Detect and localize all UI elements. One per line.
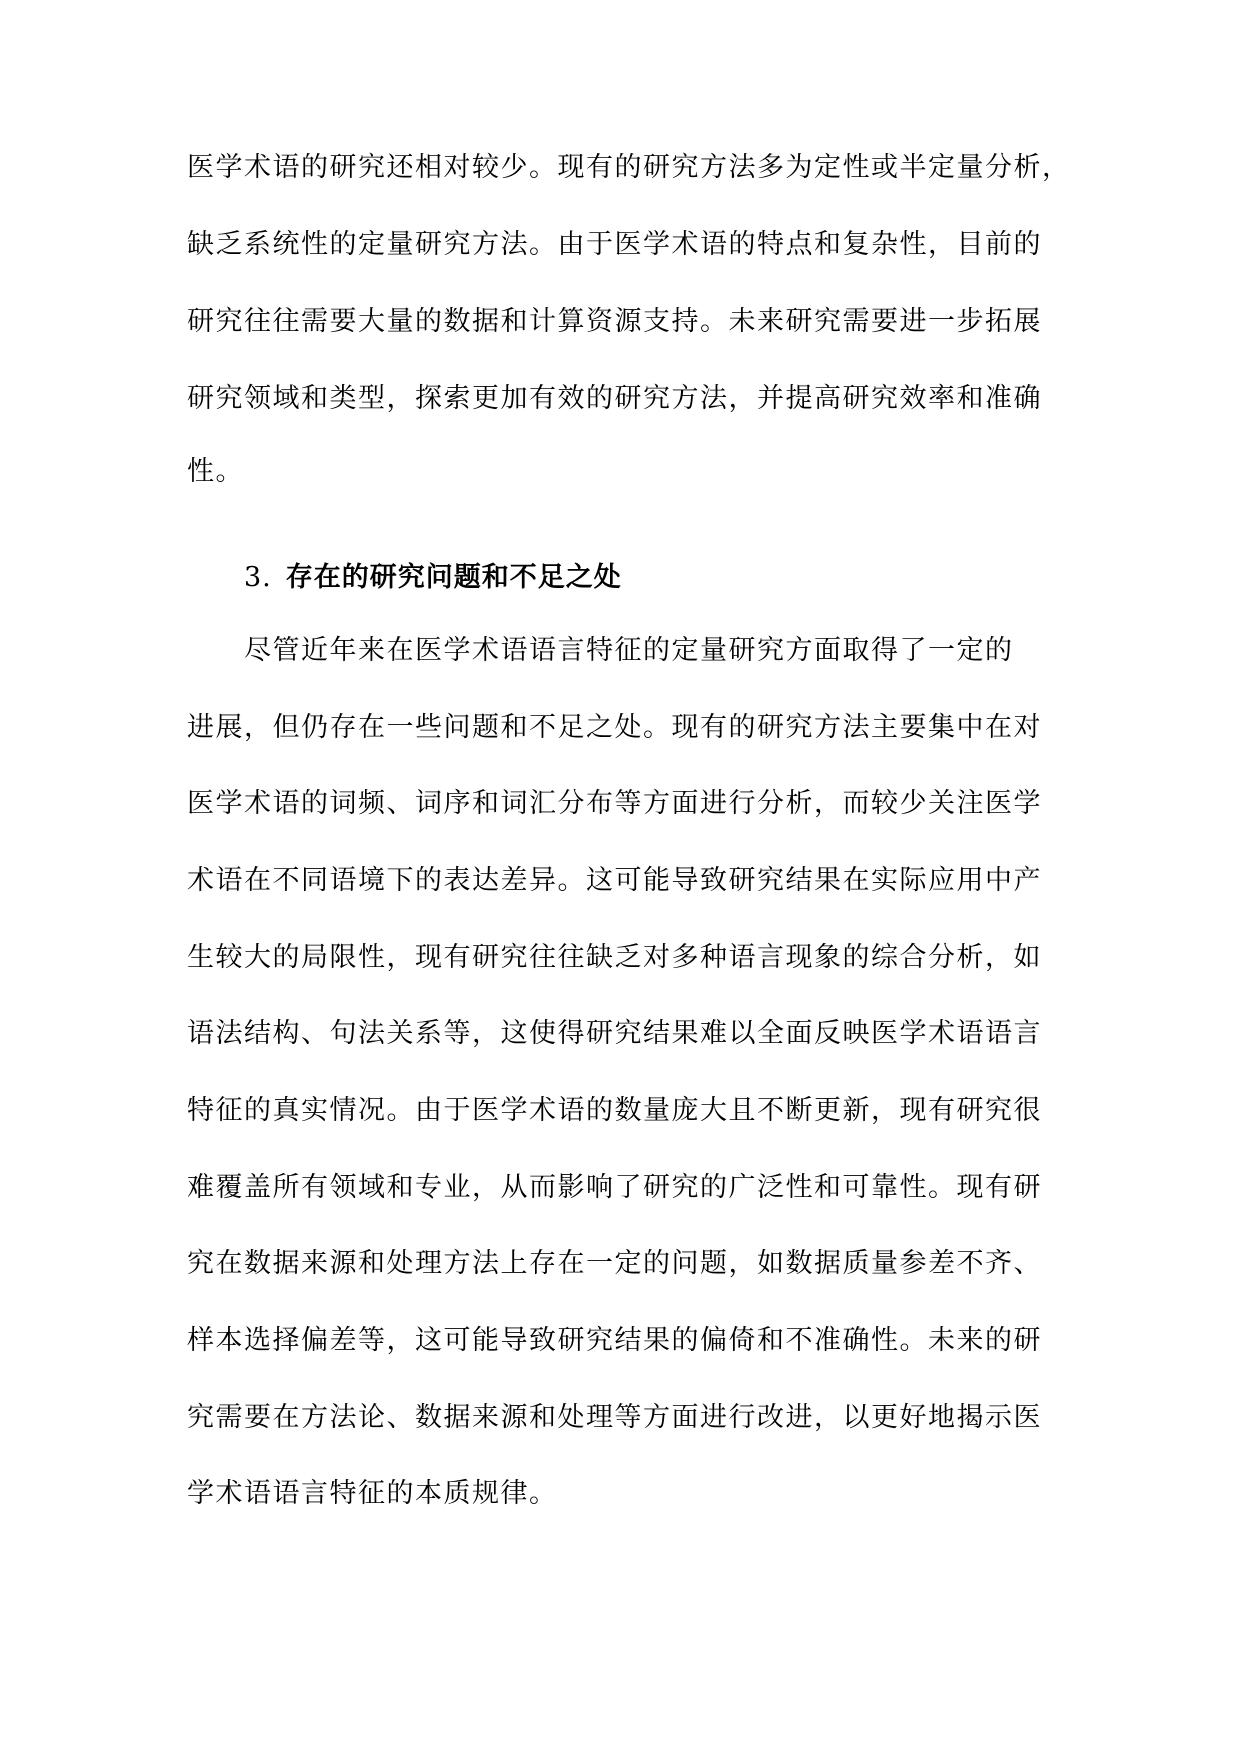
paragraph-2-line-7: 特征的真实情况。由于医学术语的数量庞大且不断更新，现有研究很	[187, 1095, 1042, 1126]
paragraph-2-line-1: 尽管近年来在医学术语语言特征的定量研究方面取得了一定的	[244, 635, 1014, 666]
paragraph-2-line-2: 进展，但仍存在一些问题和不足之处。现有的研究方法主要集中在对	[187, 712, 1042, 743]
section-heading	[244, 562, 622, 594]
paragraph-1-line-5: 性。	[187, 456, 244, 487]
paragraph-2-line-12: 学术语语言特征的本质规律。	[187, 1478, 558, 1509]
paragraph-2-line-4: 术语在不同语境下的表达差异。这可能导致研究结果在实际应用中产	[187, 865, 1042, 896]
section-number: 3.	[244, 562, 272, 593]
paragraph-2-line-3: 医学术语的词频、词序和词汇分布等方面进行分析，而较少关注医学	[187, 788, 1042, 819]
paragraph-1-line-4: 研究领域和类型，探索更加有效的研究方法，并提高研究效率和准确	[187, 383, 1042, 414]
paragraph-1-line-2: 缺乏系统性的定量研究方法。由于医学术语的特点和复杂性，目前的	[187, 229, 1042, 260]
paragraph-1-line-3: 研究往往需要大量的数据和计算资源支持。未来研究需要进一步拓展	[187, 306, 1042, 337]
paragraph-2-line-8: 难覆盖所有领域和专业，从而影响了研究的广泛性和可靠性。现有研	[187, 1172, 1042, 1203]
paragraph-2-line-5: 生较大的局限性，现有研究往往缺乏对多种语言现象的综合分析，如	[187, 942, 1042, 973]
section-title: 存在的研究问题和不足之处	[285, 562, 622, 593]
paragraph-2-line-10: 样本选择偏差等，这可能导致研究结果的偏倚和不准确性。未来的研	[187, 1325, 1042, 1356]
paragraph-2-line-6: 语法结构、句法关系等，这使得研究结果难以全面反映医学术语语言	[187, 1018, 1042, 1049]
paragraph-1-line-1: 医学术语的研究还相对较少。现有的研究方法多为定性或半定量分析，	[187, 152, 1071, 183]
paragraph-2-line-11: 究需要在方法论、数据来源和处理等方面进行改进，以更好地揭示医	[187, 1402, 1042, 1433]
paragraph-2-line-9: 究在数据来源和处理方法上存在一定的问题，如数据质量参差不齐、	[187, 1248, 1042, 1279]
